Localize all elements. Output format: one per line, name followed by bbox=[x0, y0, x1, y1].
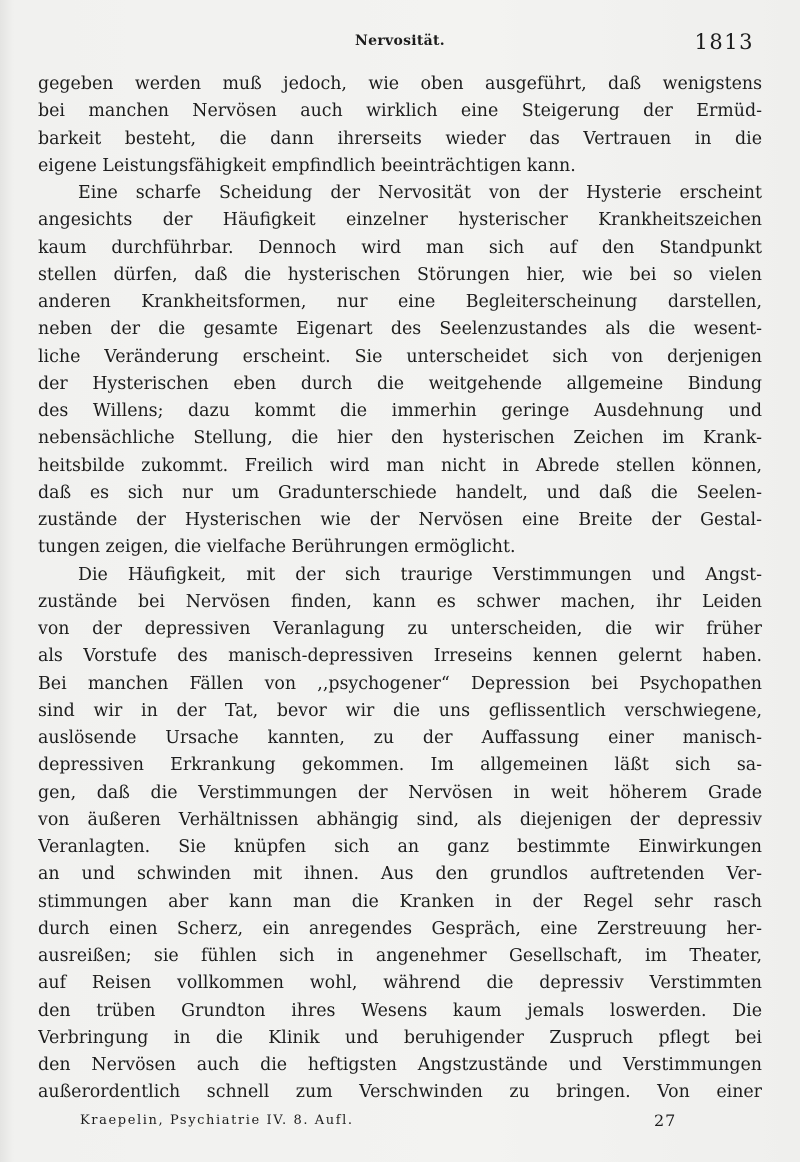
text-line: ausreißen; sie fühlen sich in angenehmer Gesellschaft, im Theater, bbox=[38, 946, 762, 966]
text-line: an und schwinden mit ihnen. Aus den grundlos auftretenden Ver- bbox=[38, 864, 762, 885]
text-line: außerordentlich schnell zum Verschwinden zu bringen. Von einer bbox=[38, 1082, 762, 1103]
text-line: bei manchen Nervösen auch wirklich eine Steigerung der Ermüd- bbox=[38, 101, 762, 122]
text-line: durch einen Scherz, ein anregendes Gespräch, eine Zerstreuung her- bbox=[38, 918, 762, 939]
text-line: heitsbilde zukommt. Freilich wird man nicht in Abrede stellen können, bbox=[38, 455, 762, 476]
text-line: stimmungen aber kann man die Kranken in der Regel sehr rasch bbox=[38, 891, 762, 912]
running-head bbox=[0, 30, 800, 56]
page-footer bbox=[0, 1111, 800, 1135]
running-title: Nervosität. bbox=[355, 33, 445, 49]
text-line: von äußeren Verhältnissen abhängig sind, als diejenigen der depressiv bbox=[38, 809, 762, 830]
text-line: tungen zeigen, die vielfache Berührungen ermöglicht. bbox=[38, 537, 516, 558]
body-text bbox=[38, 71, 762, 1107]
page-number: 1813 bbox=[694, 30, 754, 54]
text-line: auf Reisen vollkommen wohl, während die depressiv Verstimmten bbox=[38, 973, 762, 994]
text-line: nebensächliche Stellung, die hier den hysterischen Zeichen im Krank- bbox=[38, 428, 762, 449]
text-line: Veranlagten. Sie knüpfen sich an ganz bestimmte Einwirkungen bbox=[38, 837, 762, 857]
text-line: daß es sich nur um Gradunterschiede handelt, und daß die Seelen- bbox=[38, 482, 762, 503]
text-line: anderen Krankheitsformen, nur eine Begleiterscheinung darstellen, bbox=[38, 292, 762, 312]
text-line: Die Häufigkeit, mit der sich traurige Verstimmungen und Angst- bbox=[78, 564, 762, 585]
text-line: Bei manchen Fällen von ,,psychogener“ Depression bei Psychopathen bbox=[38, 673, 762, 694]
text-line: stellen dürfen, daß die hysterischen Störungen hier, wie bei so vielen bbox=[38, 264, 762, 285]
text-line: als Vorstufe des manisch-depressiven Irreseins kennen gelernt haben. bbox=[38, 646, 762, 667]
text-line: angesichts der Häufigkeit einzelner hysterischer Krankheitszeichen bbox=[38, 210, 762, 231]
text-line: gegeben werden muß jedoch, wie oben ausgeführt, daß wenigstens bbox=[38, 74, 762, 94]
footer-source: Kraepelin, Psychiatrie IV. 8. Aufl. bbox=[80, 1113, 354, 1128]
sheet-signature: 27 bbox=[654, 1111, 677, 1130]
text-line: sind wir in der Tat, bevor wir die uns geflissentlich verschwiegene, bbox=[38, 700, 762, 721]
text-line: zustände der Hysterischen wie der Nervösen eine Breite der Gestal- bbox=[38, 510, 762, 530]
text-line: Verbringung in die Klinik und beruhigender Zuspruch pflegt bei bbox=[38, 1027, 762, 1048]
text-line: von der depressiven Veranlagung zu unterscheiden, die wir früher bbox=[38, 619, 762, 639]
text-line: den Nervösen auch die heftigsten Angstzustände und Verstimmungen bbox=[38, 1055, 762, 1075]
text-line: gen, daß die Verstimmungen der Nervösen in weit höherem Grade bbox=[38, 782, 762, 803]
text-line: auslösende Ursache kannten, zu der Auffassung einer manisch- bbox=[38, 728, 762, 748]
text-line: der Hysterischen eben durch die weitgehende allgemeine Bindung bbox=[38, 373, 762, 394]
text-line: liche Veränderung erscheint. Sie unterscheidet sich von derjenigen bbox=[38, 346, 762, 367]
text-line: depressiven Erkrankung gekommen. Im allgemeinen läßt sich sa- bbox=[38, 755, 762, 776]
text-line: des Willens; dazu kommt die immerhin geringe Ausdehnung und bbox=[38, 401, 762, 421]
text-line: kaum durchführbar. Dennoch wird man sich auf den Standpunkt bbox=[38, 237, 762, 258]
text-line: zustände bei Nervösen finden, kann es schwer machen, ihr Leiden bbox=[38, 591, 762, 612]
text-line: den trüben Grundton ihres Wesens kaum jemals loswerden. Die bbox=[38, 1000, 762, 1021]
text-line: neben der die gesamte Eigenart des Seelenzustandes als die wesent- bbox=[38, 319, 762, 340]
text-line: barkeit besteht, die dann ihrerseits wieder das Vertrauen in die bbox=[38, 128, 762, 149]
text-line: eigene Leistungsfähigkeit empfindlich beeinträchtigen kann. bbox=[38, 155, 576, 176]
text-line: Eine scharfe Scheidung der Nervosität von der Hysterie erscheint bbox=[78, 183, 762, 203]
